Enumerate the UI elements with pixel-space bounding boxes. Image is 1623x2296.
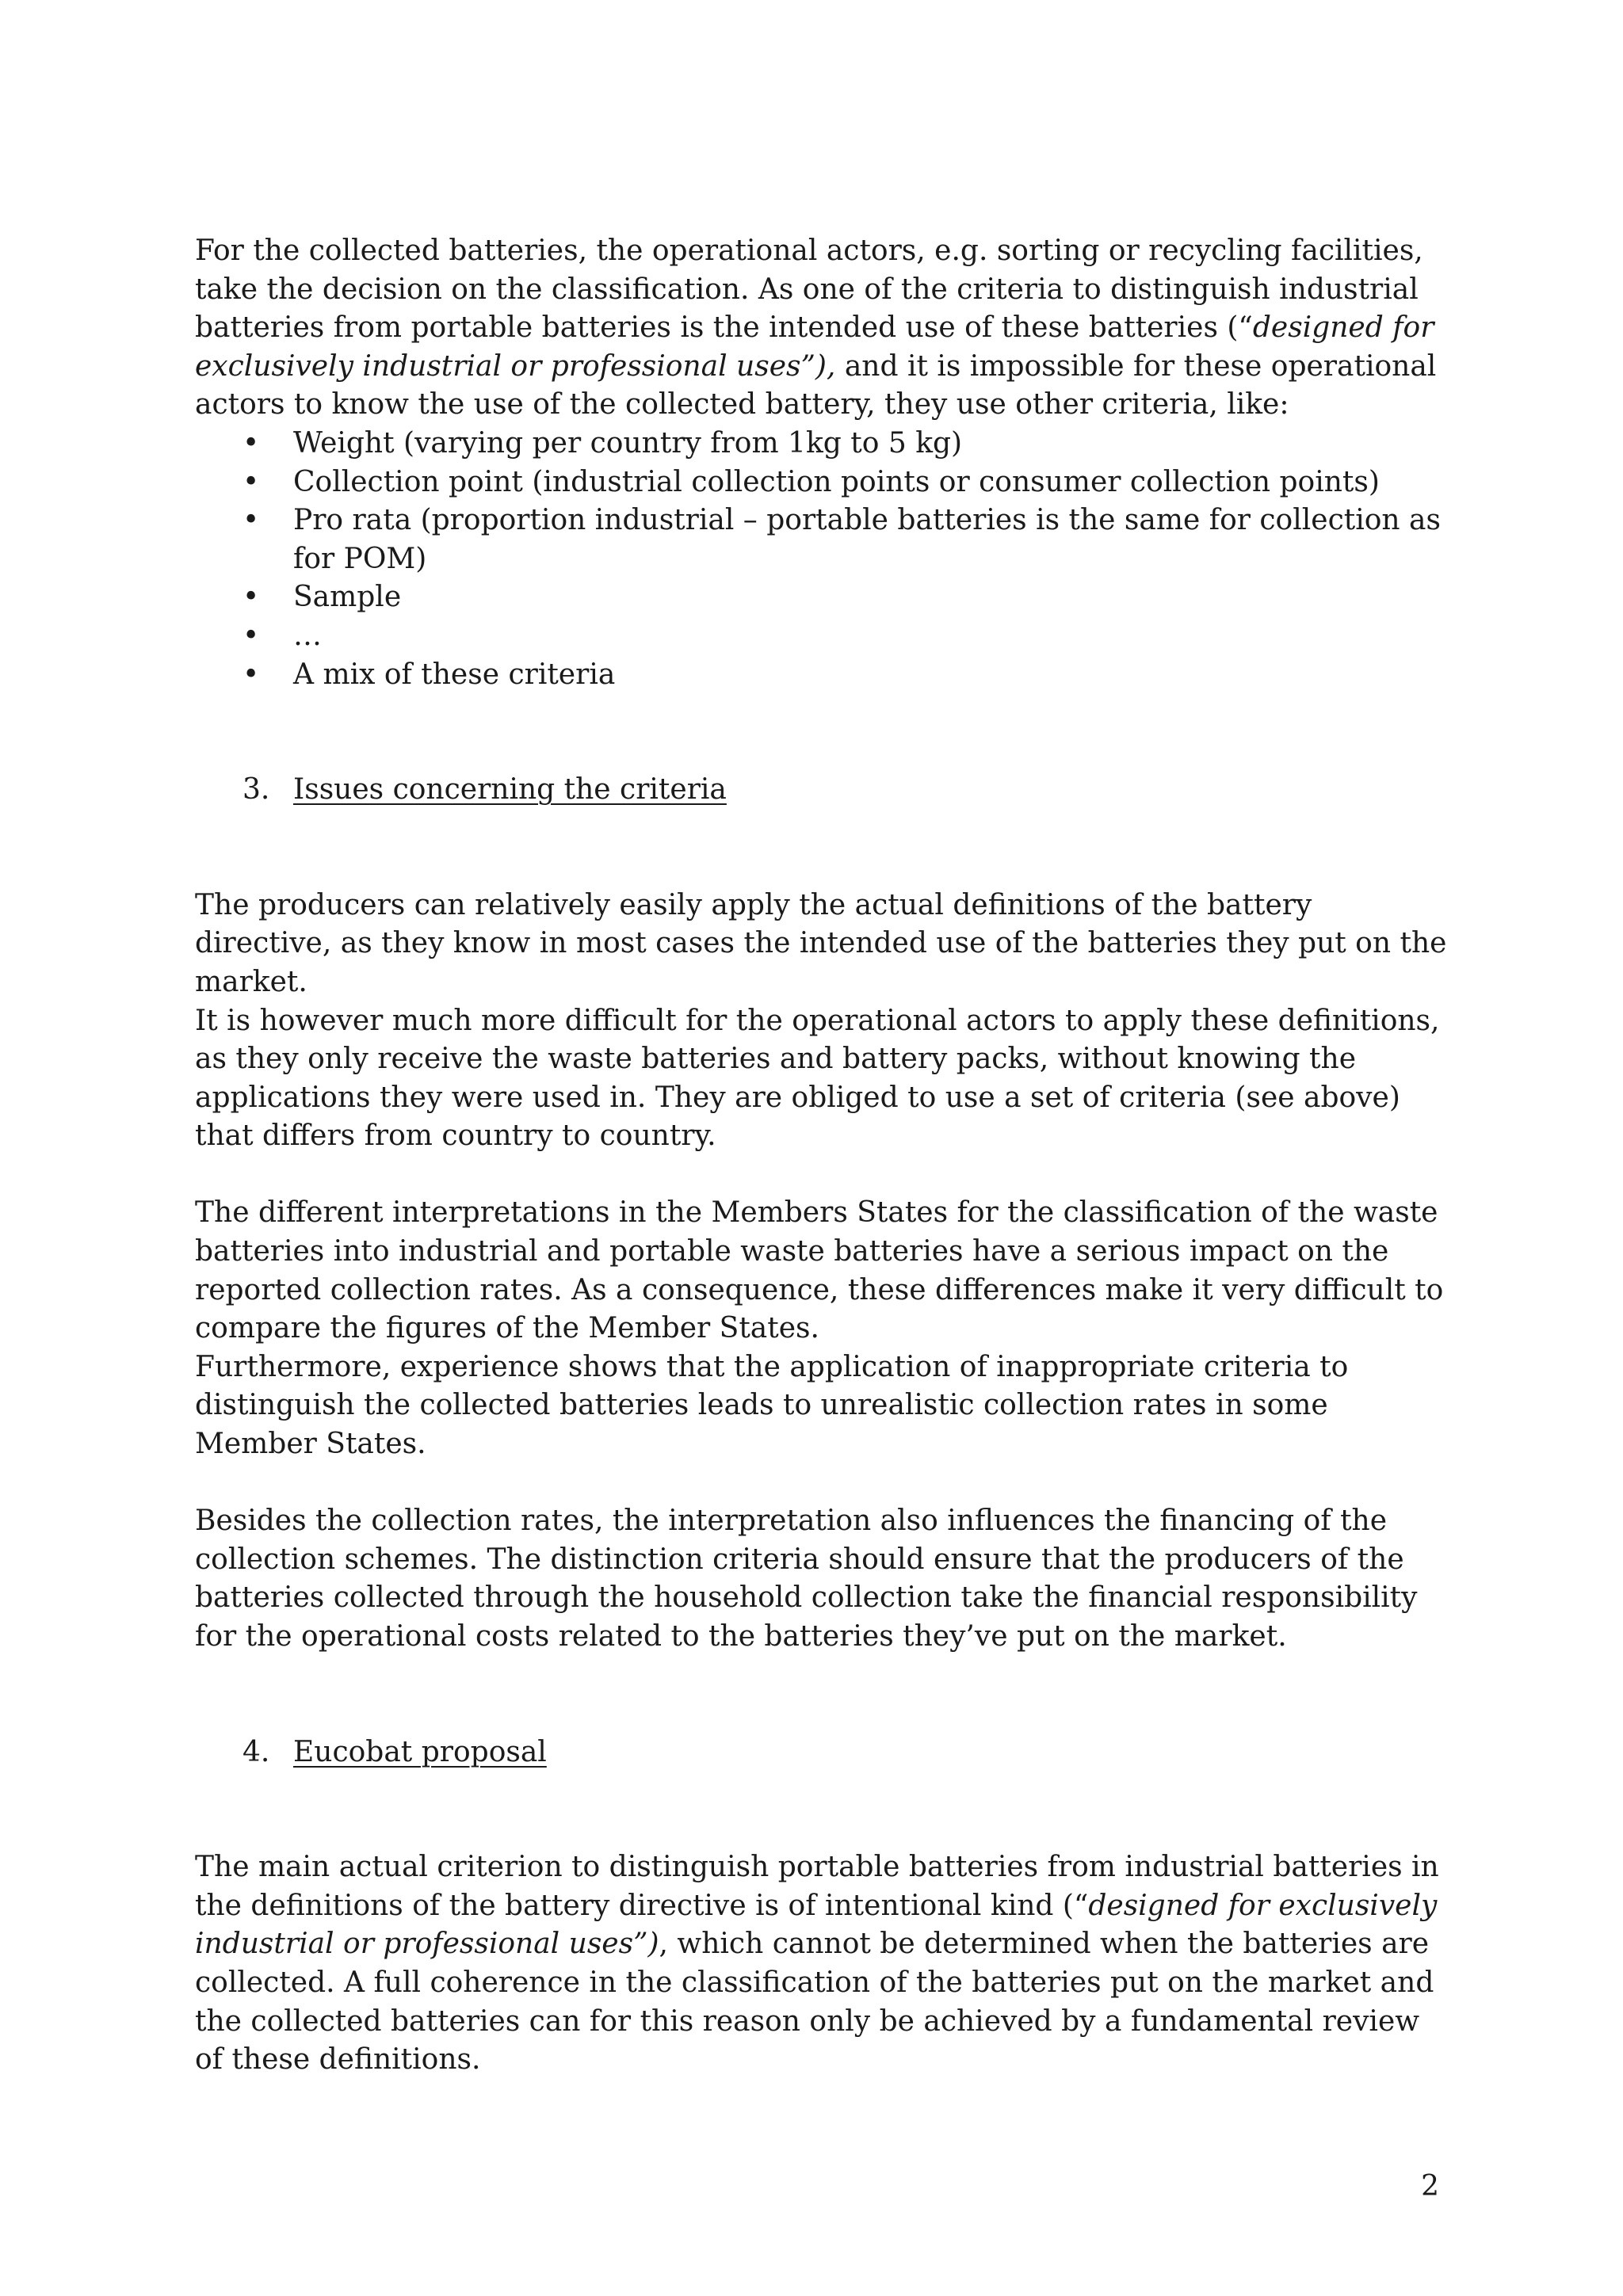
bullet-icon: • (242, 619, 260, 652)
list-item (195, 578, 1447, 617)
section-title: Eucobat proposal (293, 1735, 547, 1768)
list-item-text: Weight (varying per country from 1kg to 5 kg) (293, 426, 963, 460)
list-item-text: A mix of these criteria (293, 658, 616, 691)
section-3-paragraph-5: Besides the collection rates, the interpretation also influences the financing of the collection schemes. The distinction criteria should ensure that the producers of the batteries collected through the household collection take the financial responsibility for the operational costs related to the batteries they’ve put on the market. (195, 1505, 1418, 1653)
section-3-heading (195, 771, 1447, 810)
section-number: 4. (242, 1735, 270, 1768)
intro-text-2: and it is impossible for these operational actors to know the use of the collected battery, they use other criteria, like: (195, 349, 1437, 421)
list-item-text: Pro rata (proportion industrial – portable batteries is the same for collection as for POM) (293, 504, 1441, 575)
bullet-icon: • (242, 465, 260, 498)
section-3-paragraph-1: The producers can relatively easily apply the actual definitions of the battery directive, as they know in most cases the intended use of the batteries they put on the market. (195, 888, 1447, 998)
section-4-italic-quote: designed for exclusively industrial or professional uses”) (195, 1889, 1438, 1961)
list-item-text: … (293, 619, 322, 652)
criteria-list (195, 425, 1447, 694)
section-number: 3. (242, 773, 270, 807)
list-item (195, 656, 1447, 695)
list-item (195, 502, 1447, 578)
section-4-text-2: , which cannot be determined when the batteries are collected. A full coherence in the classification of the batteries put on the market and the collected batteries can for this reason only be achieved by a fundamental review of these definitions. (195, 1928, 1434, 2077)
intro-text-1: For the collected batteries, the operational actors, e.g. sorting or recycling facilities, take the decision on the classification. As one of the criteria to distinguish industrial batteries from portable batteries is the intended use of these batteries (“ (195, 235, 1423, 345)
list-item-text: Collection point (industrial collection points or consumer collection points) (293, 465, 1380, 498)
section-3-paragraph-4: Furthermore, experience shows that the application of inappropriate criteria to distinguish the collected batteries leads to unrealistic collection rates in some Member States. (195, 1350, 1349, 1461)
bullet-icon: • (242, 426, 260, 460)
section-title: Issues concerning the criteria (293, 773, 727, 807)
list-item (195, 425, 1447, 463)
bullet-icon: • (242, 658, 260, 691)
intro-paragraph (195, 232, 1447, 425)
page-number: 2 (1421, 2170, 1439, 2203)
list-item-text: Sample (293, 581, 402, 614)
section-3-paragraph-2: It is however much more difficult for the operational actors to apply these definitions, as they only receive the waste batteries and battery packs, without knowing the applications they were used in. They are obliged to use a set of criteria (see above) that differs from country to country. (195, 1004, 1440, 1153)
section-4-paragraph-1 (195, 1848, 1447, 2080)
bullet-icon: • (242, 504, 260, 537)
section-4-heading (195, 1733, 1447, 1772)
list-item (195, 463, 1447, 502)
section-4-text-1: The main actual criterion to distinguish portable batteries from industrial batteries in the definitions of the battery directive is of intentional kind (“ (195, 1851, 1439, 1922)
page-content (195, 232, 1447, 2080)
bullet-icon: • (242, 581, 260, 614)
intro-italic-quote: designed for exclusively industrial or professional uses”), (195, 311, 1434, 383)
list-item (195, 617, 1447, 656)
section-3-paragraph-3: The different interpretations in the Members States for the classification of the waste batteries into industrial and portable waste batteries have a serious impact on the reported collection rates. As a consequence, these differences make it very difficult to compare the figures of the Member States. (195, 1196, 1444, 1345)
